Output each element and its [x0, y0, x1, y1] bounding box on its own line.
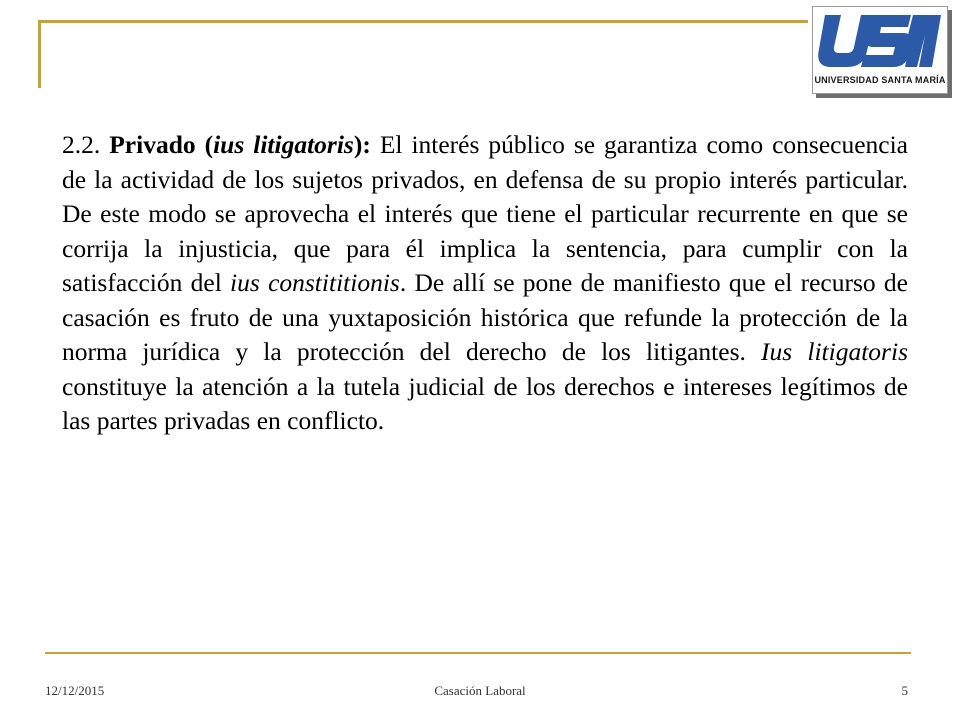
latin-term: ius constititionis: [230, 268, 400, 297]
decorative-top-line: [38, 20, 808, 23]
section-number: 2.2.: [62, 130, 101, 159]
footer-divider: [45, 652, 911, 654]
footer-date: 12/12/2015: [45, 683, 105, 698]
slide-body-paragraph: [62, 128, 908, 439]
section-heading-part: ):: [353, 130, 371, 159]
paragraph-text: constituye la atención a la tutela judicial de los derechos e intereses legítimos de las partes privadas en conflicto.: [62, 371, 908, 435]
section-heading-part: Privado (: [109, 130, 214, 159]
usm-logo-icon: [817, 9, 943, 75]
paragraph-text: . De allí se pone de manifiesto que el recurso de casación es fruto de una yuxtaposición histórica que refunde la protección de la norma jurídica y la protección del derecho de los litigantes.: [62, 268, 908, 366]
section-heading-term: ius litigatoris: [213, 130, 354, 159]
paragraph-text: El interés público se garantiza como consecuencia de la actividad de los sujetos privados, en defensa de su propio interés particular. De este modo se aprovecha el interés que tiene el particular recurrente en que se corrija la injusticia, que para él implica la sentencia, para cumplir con la satisfacción del: [62, 130, 908, 297]
latin-term: Ius litigatoris: [761, 337, 908, 366]
decorative-left-line: [38, 20, 41, 88]
section-heading: [109, 130, 371, 159]
logo-caption: UNIVERSIDAD SANTA MARÍA: [814, 75, 946, 85]
page-number: 5: [901, 683, 908, 698]
university-logo: [812, 6, 948, 94]
footer-title: Casación Laboral: [434, 683, 526, 698]
